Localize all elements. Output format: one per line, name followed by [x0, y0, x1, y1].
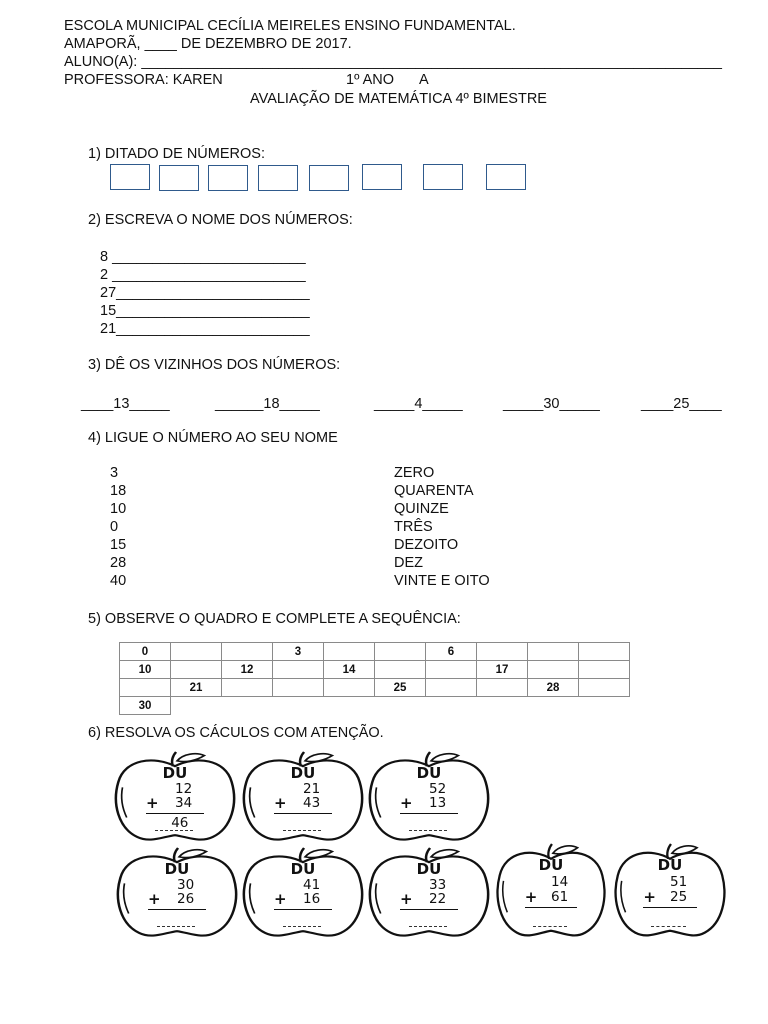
student-name-line: ALUNO(A): ________________________________________________________________________	[64, 54, 722, 70]
dictation-box[interactable]	[486, 164, 526, 190]
grid-cell[interactable]	[426, 679, 477, 697]
grid-cell[interactable]	[273, 661, 324, 679]
bottom-addend: 13	[429, 795, 447, 812]
match-number[interactable]: 0	[110, 519, 119, 535]
question-5: 5) OBSERVE O QUADRO E COMPLETE A SEQUÊNCIA:	[88, 611, 461, 627]
grid-cell[interactable]	[426, 661, 477, 679]
plus-sign: +	[274, 890, 287, 909]
apple-calculation	[366, 848, 492, 940]
grid-empty	[375, 697, 426, 715]
apple-calculation	[240, 752, 366, 844]
top-addend: 52	[429, 780, 447, 797]
top-addend: 51	[670, 873, 688, 890]
top-addend: 12	[175, 780, 193, 797]
grid-cell[interactable]	[222, 679, 273, 697]
match-name[interactable]: QUARENTA	[394, 483, 474, 499]
du-label: DU	[290, 859, 316, 878]
question-1: 1) DITADO DE NÚMEROS:	[88, 146, 265, 162]
grid-cell[interactable]	[579, 679, 630, 697]
sum-bar	[643, 907, 696, 908]
match-name[interactable]: VINTE E OITO	[394, 573, 490, 589]
number-name-line[interactable]: 2 ________________________	[100, 267, 306, 283]
apple-calculation	[366, 752, 492, 844]
school-name: ESCOLA MUNICIPAL CECÍLIA MEIRELES ENSINO FUNDAMENTAL.	[64, 18, 516, 34]
apple-calculation	[494, 844, 608, 940]
grid-cell[interactable]	[528, 661, 579, 679]
match-number[interactable]: 28	[110, 555, 127, 571]
apple-calculation	[240, 848, 366, 940]
dictation-box[interactable]	[208, 165, 248, 191]
bottom-addend: 43	[303, 795, 321, 812]
grid-cell: 10	[120, 661, 171, 679]
apple-calculation	[114, 848, 240, 940]
sum-bar	[274, 909, 332, 910]
match-name[interactable]: ZERO	[394, 465, 435, 481]
bottom-addend: 61	[551, 889, 569, 906]
du-label: DU	[162, 763, 188, 782]
answer-line[interactable]	[283, 926, 321, 927]
grid-cell[interactable]	[579, 661, 630, 679]
sum-bar	[148, 909, 206, 910]
grid-cell: 0	[120, 643, 171, 661]
grid-cell[interactable]	[375, 643, 426, 661]
question-4: 4) LIGUE O NÚMERO AO SEU NOME	[88, 430, 338, 446]
sum-bar	[400, 909, 458, 910]
dictation-box[interactable]	[258, 165, 298, 191]
grid-empty	[477, 697, 528, 715]
number-name-line[interactable]: 21________________________	[100, 321, 310, 337]
class-label: A	[419, 72, 429, 88]
du-label: DU	[416, 763, 442, 782]
grid-cell[interactable]	[477, 643, 528, 661]
dictation-box[interactable]	[362, 164, 402, 190]
plus-sign: +	[400, 794, 413, 813]
du-label: DU	[164, 859, 190, 878]
top-addend: 21	[303, 780, 321, 797]
du-label: DU	[416, 859, 442, 878]
teacher-name: PROFESSORA: KAREN	[64, 72, 223, 88]
sum-bar	[525, 907, 577, 908]
match-name[interactable]: TRÊS	[394, 519, 433, 535]
sum-bar	[146, 813, 204, 814]
question-2: 2) ESCREVA O NOME DOS NÚMEROS:	[88, 212, 353, 228]
plus-sign: +	[400, 890, 413, 909]
match-number[interactable]: 3	[110, 465, 119, 481]
top-addend: 30	[177, 876, 195, 893]
match-name[interactable]: DEZ	[394, 555, 423, 571]
sum-result: 46	[171, 815, 189, 832]
date-line: AMAPORÃ, ____ DE DEZEMBRO DE 2017.	[64, 36, 352, 52]
bottom-addend: 34	[175, 795, 193, 812]
du-label: DU	[538, 856, 564, 875]
grid-empty	[324, 697, 375, 715]
plus-sign: +	[643, 888, 656, 907]
sequence-grid	[119, 642, 630, 715]
top-addend: 41	[303, 876, 321, 893]
grid-empty	[579, 697, 630, 715]
neighbor-item[interactable]: _____30_____	[503, 396, 600, 412]
apple-calculation	[612, 844, 728, 940]
grid-cell[interactable]	[120, 679, 171, 697]
grid-row	[120, 679, 630, 697]
top-addend: 33	[429, 876, 447, 893]
grid-cell: 6	[426, 643, 477, 661]
grade-label: 1º ANO	[346, 72, 395, 88]
bottom-addend: 16	[303, 891, 321, 908]
grid-cell: 28	[528, 679, 579, 697]
plus-sign: +	[148, 890, 161, 909]
answer-line[interactable]	[409, 926, 447, 927]
match-number[interactable]: 40	[110, 573, 127, 589]
answer-line[interactable]	[157, 926, 195, 927]
match-name[interactable]: QUINZE	[394, 501, 449, 517]
dictation-box[interactable]	[423, 164, 463, 190]
grid-empty	[171, 697, 222, 715]
bottom-addend: 26	[177, 891, 195, 908]
neighbor-item[interactable]: ______18_____	[215, 396, 320, 412]
match-number[interactable]: 15	[110, 537, 127, 553]
dictation-box[interactable]	[110, 164, 150, 190]
answer-line[interactable]	[283, 830, 321, 831]
grid-cell[interactable]	[324, 643, 375, 661]
grid-cell[interactable]	[375, 661, 426, 679]
number-name-line[interactable]: 15________________________	[100, 303, 310, 319]
answer-line[interactable]	[533, 926, 567, 927]
dictation-box[interactable]	[309, 165, 349, 191]
grid-row	[120, 643, 630, 661]
answer-line[interactable]	[409, 830, 447, 831]
exam-title: AVALIAÇÃO DE MATEMÁTICA 4º BIMESTRE	[250, 91, 547, 107]
bottom-addend: 25	[670, 889, 688, 906]
grid-cell: 3	[273, 643, 324, 661]
sum-bar	[400, 813, 458, 814]
question-6: 6) RESOLVA OS CÁCULOS COM ATENÇÃO.	[88, 725, 384, 741]
grid-cell[interactable]	[222, 643, 273, 661]
du-label: DU	[290, 763, 316, 782]
grid-cell: 17	[477, 661, 528, 679]
question-3: 3) DÊ OS VIZINHOS DOS NÚMEROS:	[88, 357, 341, 373]
neighbor-item[interactable]: ____25____	[641, 396, 722, 412]
number-name-line[interactable]: 8 ________________________	[100, 249, 306, 265]
grid-empty	[273, 697, 324, 715]
sum-bar	[274, 813, 332, 814]
grid-cell: 14	[324, 661, 375, 679]
number-name-line[interactable]: 27________________________	[100, 285, 310, 301]
grid-cell: 12	[222, 661, 273, 679]
neighbor-item[interactable]: ____13_____	[81, 396, 170, 412]
grid-empty	[528, 697, 579, 715]
grid-cell: 30	[120, 697, 171, 715]
grid-empty	[222, 697, 273, 715]
match-number[interactable]: 18	[110, 483, 127, 499]
grid-cell: 25	[375, 679, 426, 697]
grid-empty	[426, 697, 477, 715]
grid-cell: 21	[171, 679, 222, 697]
grid-cell[interactable]	[171, 643, 222, 661]
grid-cell[interactable]	[273, 679, 324, 697]
grid-cell[interactable]	[528, 643, 579, 661]
grid-row	[120, 661, 630, 679]
match-number[interactable]: 10	[110, 501, 127, 517]
grid-cell[interactable]	[324, 679, 375, 697]
bottom-addend: 22	[429, 891, 447, 908]
grid-cell[interactable]	[579, 643, 630, 661]
apple-calculation	[112, 752, 238, 844]
grid-row	[120, 697, 630, 715]
neighbor-item[interactable]: _____4_____	[374, 396, 463, 412]
plus-sign: +	[274, 794, 287, 813]
dictation-box[interactable]	[159, 165, 199, 191]
answer-line[interactable]	[651, 926, 686, 927]
grid-cell[interactable]	[477, 679, 528, 697]
plus-sign: +	[146, 794, 159, 813]
match-name[interactable]: DEZOITO	[394, 537, 459, 553]
grid-cell[interactable]	[171, 661, 222, 679]
top-addend: 14	[551, 873, 569, 890]
du-label: DU	[657, 856, 683, 875]
plus-sign: +	[524, 888, 538, 907]
